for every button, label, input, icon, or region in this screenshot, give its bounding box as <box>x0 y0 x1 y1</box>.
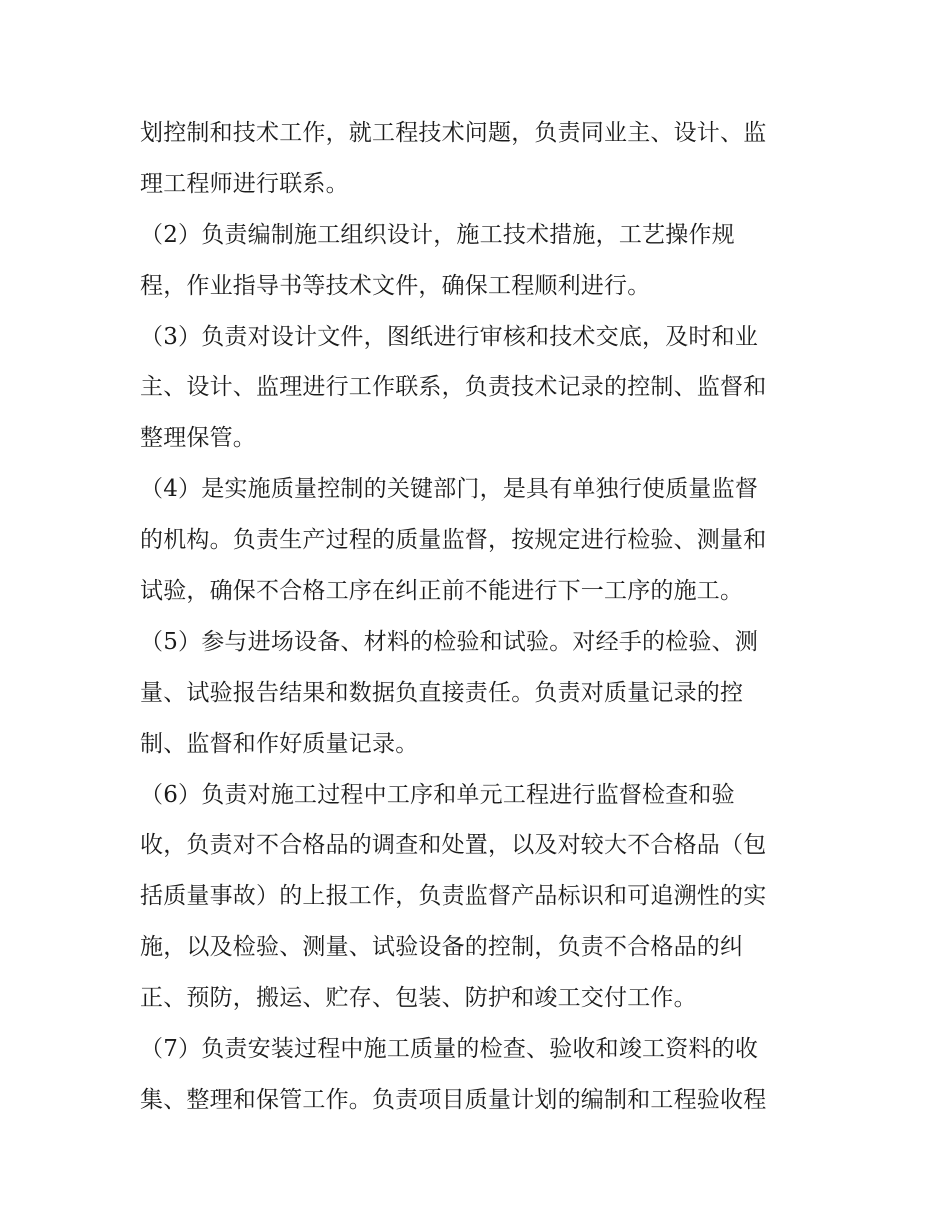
paragraph-item-2 <box>140 210 820 312</box>
text-line: 整理保管。 <box>140 425 256 452</box>
text-line: 制、监督和作好质量记录。 <box>140 730 419 757</box>
paragraph-continued <box>140 108 820 210</box>
text-line: 括质量事故）的上报工作，负责监督产品标识和可追溯性的实 <box>140 883 767 910</box>
text-line: 量、试验报告结果和数据负直接责任。负责对质量记录的控 <box>140 679 744 706</box>
text-line: （5）参与进场设备、材料的检验和试验。对经手的检验、测 <box>140 628 759 655</box>
text-line: （7）负责安装过程中施工质量的检查、验收和竣工资料的收 <box>140 1036 759 1063</box>
text-line: 正、预防，搬运、贮存、包装、防护和竣工交付工作。 <box>140 985 697 1012</box>
paragraph-item-7 <box>140 1024 820 1126</box>
text-line: （4）是实施质量控制的关键部门，是具有单独行使质量监督 <box>140 476 759 503</box>
text-line: 试验，确保不合格工序在纠正前不能进行下一工序的施工。 <box>140 578 744 605</box>
text-line: （2）负责编制施工组织设计，施工技术措施，工艺操作规 <box>140 221 735 248</box>
text-line: 划控制和技术工作，就工程技术问题，负责同业主、设计、监 <box>140 120 767 146</box>
paragraph-item-5 <box>140 617 820 770</box>
paragraph-item-3 <box>140 312 820 465</box>
paragraph-item-6 <box>140 770 820 1024</box>
text-line: 理工程师进行联系。 <box>140 170 349 197</box>
text-line: 程，作业指导书等技术文件，确保工程顺利进行。 <box>140 272 651 299</box>
text-line: （3）负责对设计文件，图纸进行审核和技术交底，及时和业 <box>140 323 759 350</box>
paragraph-item-4 <box>140 464 820 617</box>
text-line: 主、设计、监理进行工作联系，负责技术记录的控制、监督和 <box>140 374 767 401</box>
document-body <box>140 108 820 1126</box>
text-line: （6）负责对施工过程中工序和单元工程进行监督检查和验 <box>140 781 735 808</box>
text-line: 的机构。负责生产过程的质量监督，按规定进行检验、测量和 <box>140 527 767 554</box>
text-line: 施，以及检验、测量、试验设备的控制，负责不合格品的纠 <box>140 934 744 961</box>
text-line: 收，负责对不合格品的调查和处置，以及对较大不合格品（包 <box>140 832 767 859</box>
text-line: 集、整理和保管工作。负责项目质量计划的编制和工程验收程 <box>140 1086 767 1113</box>
